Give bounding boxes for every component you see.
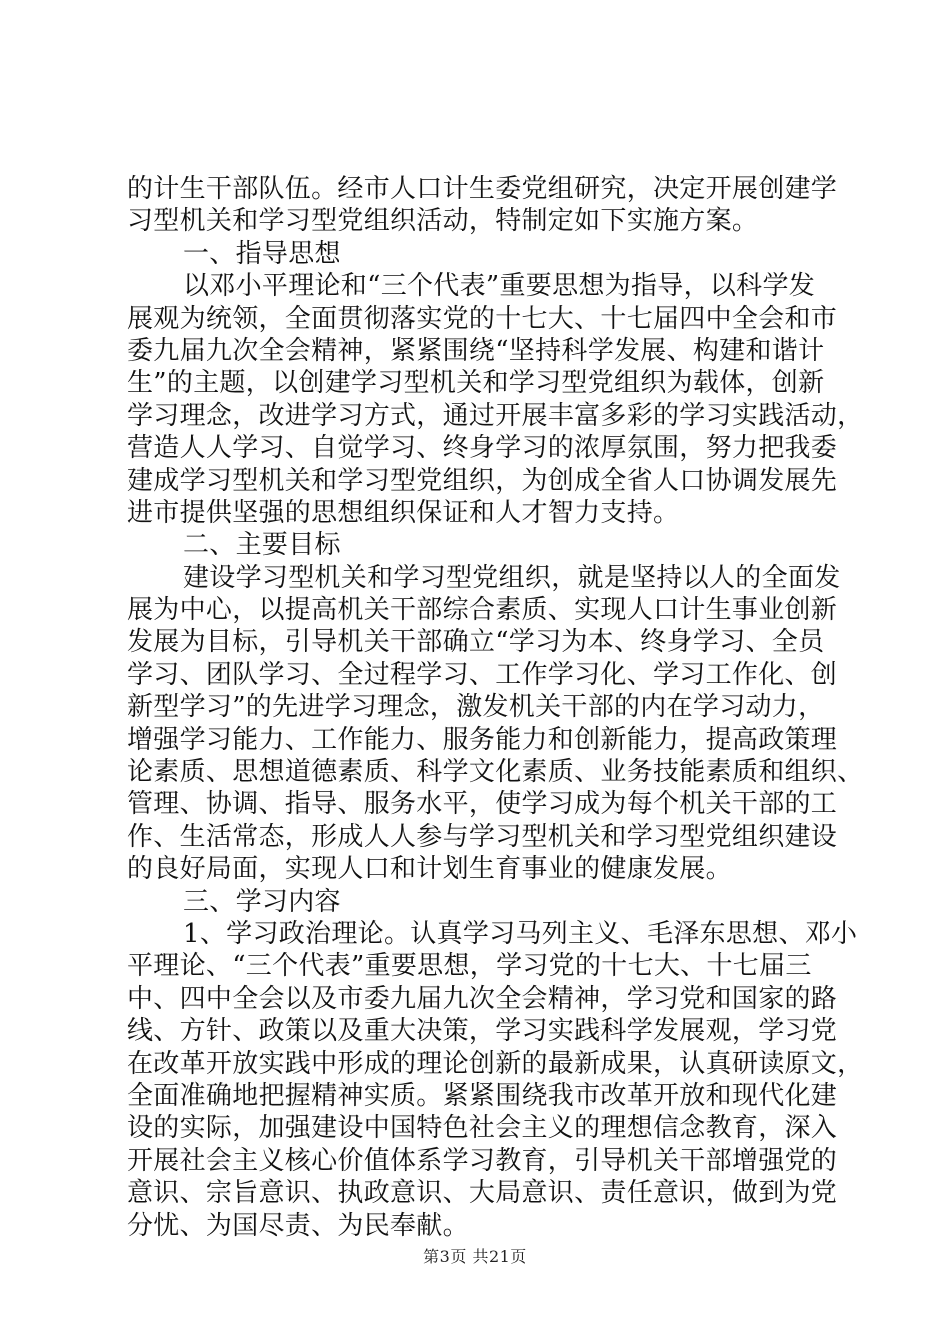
paragraph-line: 设的实际，加强建设中国特色社会主义的理想信念教育，深入	[127, 1113, 838, 1144]
paragraph-line: 分忧、为国尽责、为民奉献。	[127, 1210, 469, 1241]
paragraph-line: 新型学习”的先进学习理念，激发机关干部的内在学习动力，	[127, 692, 825, 723]
paragraph-line: 生”的主题，以创建学习型机关和学习型党组织为载体，创新	[127, 368, 825, 399]
paragraph-line: 平理论、“三个代表”重要思想，学习党的十七大、十七届三	[127, 951, 812, 982]
paragraph-line: 委九届九次全会精神，紧紧围绕“坚持科学发展、构建和谐计	[127, 335, 825, 366]
section-heading: 三、学习内容	[183, 886, 341, 917]
paragraph-line: 营造人人学习、自觉学习、终身学习的浓厚氛围，努力把我委	[127, 433, 838, 464]
paragraph-line: 1、学习政治理论。认真学习马列主义、毛泽东思想、邓小	[183, 918, 858, 949]
paragraph-line: 开展社会主义核心价值体系学习教育，引导机关干部增强党的	[127, 1145, 838, 1176]
paragraph-line: 习型机关和学习型党组织活动，特制定如下实施方案。	[127, 206, 759, 237]
paragraph-line: 展观为统领，全面贯彻落实党的十七大、十七届四中全会和市	[127, 303, 838, 334]
paragraph-line: 学习理念，改进学习方式，通过开展丰富多彩的学习实践活动，	[127, 400, 864, 431]
paragraph-line: 建设学习型机关和学习型党组织，就是坚持以人的全面发	[183, 562, 841, 593]
paragraph-line: 全面准确地把握精神实质。紧紧围绕我市改革开放和现代化建	[127, 1080, 838, 1111]
paragraph-line: 管理、协调、指导、服务水平，使学习成为每个机关干部的工	[127, 789, 838, 820]
page-number-footer: 第3页 共21页	[423, 1247, 527, 1266]
paragraph-line: 论素质、思想道德素质、科学文化素质、业务技能素质和组织、	[127, 757, 864, 788]
paragraph-line: 的良好局面，实现人口和计划生育事业的健康发展。	[127, 854, 732, 885]
document-body	[127, 173, 864, 1242]
paragraph-line: 发展为目标，引导机关干部确立“学习为本、终身学习、全员	[127, 627, 825, 658]
paragraph-line: 意识、宗旨意识、执政意识、大局意识、责任意识，做到为党	[127, 1178, 838, 1209]
paragraph-line: 增强学习能力、工作能力、服务能力和创新能力，提高政策理	[127, 724, 838, 755]
paragraph-line: 中、四中全会以及市委九届九次全会精神，学习党和国家的路	[127, 983, 838, 1014]
paragraph-line: 的计生干部队伍。经市人口计生委党组研究，决定开展创建学	[127, 174, 838, 204]
section-heading: 二、主要目标	[183, 530, 341, 561]
paragraph-line: 在改革开放实践中形成的理论创新的最新成果，认真研读原文，	[127, 1048, 864, 1079]
paragraph-line: 展为中心，以提高机关干部综合素质、实现人口计生事业创新	[127, 595, 838, 626]
section-heading: 一、指导思想	[183, 238, 341, 269]
paragraph-line: 线、方针、政策以及重大决策，学习实践科学发展观，学习党	[127, 1016, 838, 1047]
paragraph-line: 建成学习型机关和学习型党组织，为创成全省人口协调发展先	[127, 465, 838, 496]
paragraph-line: 进市提供坚强的思想组织保证和人才智力支持。	[127, 497, 680, 528]
paragraph-line: 作、生活常态，形成人人参与学习型机关和学习型党组织建设	[127, 821, 838, 852]
paragraph-line: 以邓小平理论和“三个代表”重要思想为指导，以科学发	[183, 271, 816, 302]
paragraph-line: 学习、团队学习、全过程学习、工作学习化、学习工作化、创	[127, 659, 838, 690]
